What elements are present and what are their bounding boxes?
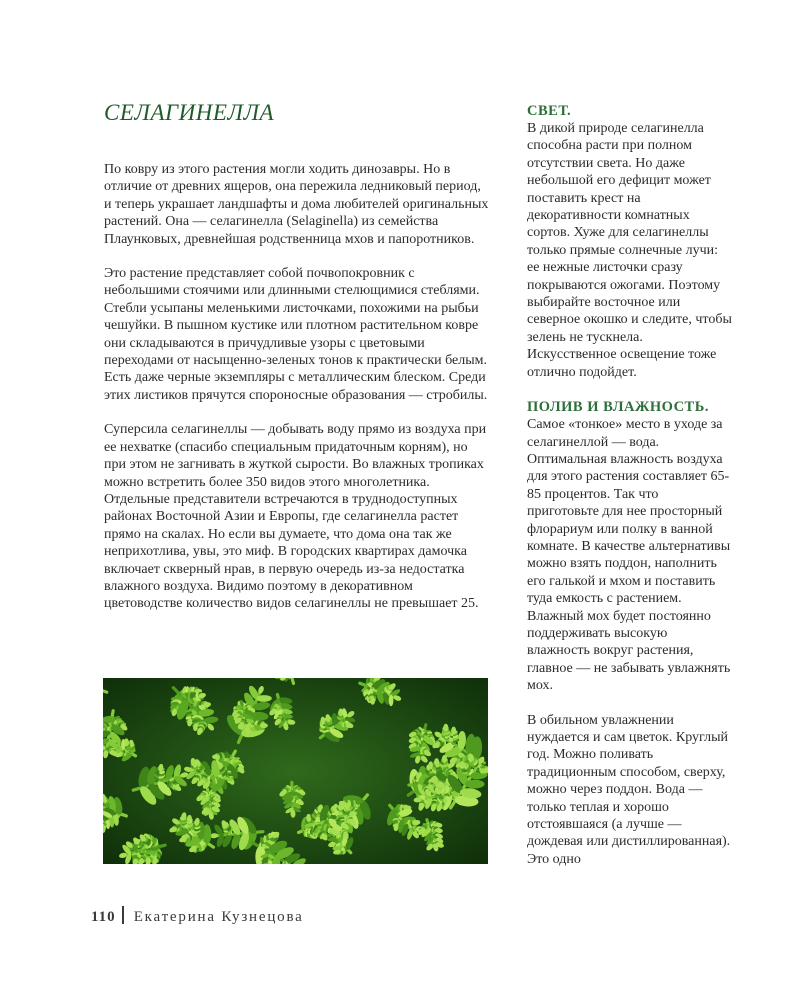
author-name: Екатерина Кузнецова xyxy=(133,909,304,925)
article-title: СЕЛАГИНЕЛЛА xyxy=(104,100,275,125)
page-footer xyxy=(91,906,304,926)
watering-text-2: В обильном увлажнении нуждается и сам цветок. Круглый год. Можно поливать традиционным способом, сверху, можно через поддон. Вода — только теплая и хорошо отстоявшаяся (а лучше — дождевая или дистиллированная). Это одно xyxy=(527,712,731,867)
section-heading-watering: ПОЛИВ И ВЛАЖНОСТЬ. xyxy=(527,399,709,416)
selaginella-photo xyxy=(103,678,488,864)
left-column xyxy=(104,161,490,630)
fern-leaf xyxy=(389,695,394,707)
paragraph-intro: По ковру из этого растения могли ходить динозавры. Но в отличие от древних ящеров, она пережила ледниковый период, и теперь украшает ландшафты и дома любителей оригинальных растений. Она — селагинелла (Selaginella) из семейства Плаунковых, древнейшая родственница мхов и папоротников. xyxy=(104,162,489,247)
fern-tip xyxy=(306,814,311,822)
watering-text-1: Самое «тонкое» место в уходе за селагинеллой — вода. Оптимальная влажность воздуха для этого растения составляет 65-85 процентов. Так что приготовьте для нее просторный флорариум или полку в ванной комнате. В качестве альтернативы можно взять поддон, наполнить его галькой и мхом и поставить туда емкость с растением. Влажный мох будет постоянно поддерживать высокую влажность вокруг растения, главное — не забывать увлажнять мох. xyxy=(527,417,731,694)
section-heading-light: СВЕТ. xyxy=(527,103,572,119)
paragraph-description: Это растение представляет собой почвопокровник с небольшими стоячими или длинными стелющимися стеблями. Стебли усыпаны меленькими листочками, похожими на рыбьи чешуйки. В пышном кустике или плотном растительном ковре они складываются в причудливые узоры с цветовыми переходами от насыщенно-зеленых тонов к практически белым. Есть даже черные экземпляры с металлическим блеском. Среди этих листиков прячутся спороносные образования — стробилы. xyxy=(104,266,488,403)
right-column xyxy=(527,102,732,885)
fern-tip xyxy=(451,727,456,735)
paragraph-superpower: Суперсила селагинеллы — добывать воду прямо из воздуха при ее нехватке (спасибо специальным придаточным корням), но при этом не загнивать в жуткой сырости. Во влажных тропиках можно встретить более 350 видов этого многолетника. Отдельные представители встречаются в труднодоступных районах Восточной Азии и Европы, где селагинелла растет прямо на скалах. Но если вы думаете, что дома она так же неприхотлива, увы, это миф. В городских квартирах дамочка включает скверный нрав, в первую очередь из-за недостатка влажного воздуха. Видимо поэтому в декоративном цветоводстве количество видов селагинеллы не превышает 25. xyxy=(104,422,487,612)
fern-leaf xyxy=(465,780,485,789)
page-number: 110 xyxy=(91,909,116,925)
fern-tip xyxy=(443,724,448,732)
footer-divider xyxy=(122,906,124,924)
light-text: В дикой природе селагинелла способна расти при полном отсутствии света. Но даже небольшой его дефицит может поставить крест на декоративности комнатных сортов. Хуже для селагинеллы только прямые солнечные лучи: ее нежные листочки сразу покрываются ожогами. Поэтому выбирайте восточное или северное окошко и следите, чтобы зелень не тускнела. Искусственное освещение тоже отлично подойдет. xyxy=(527,121,732,380)
